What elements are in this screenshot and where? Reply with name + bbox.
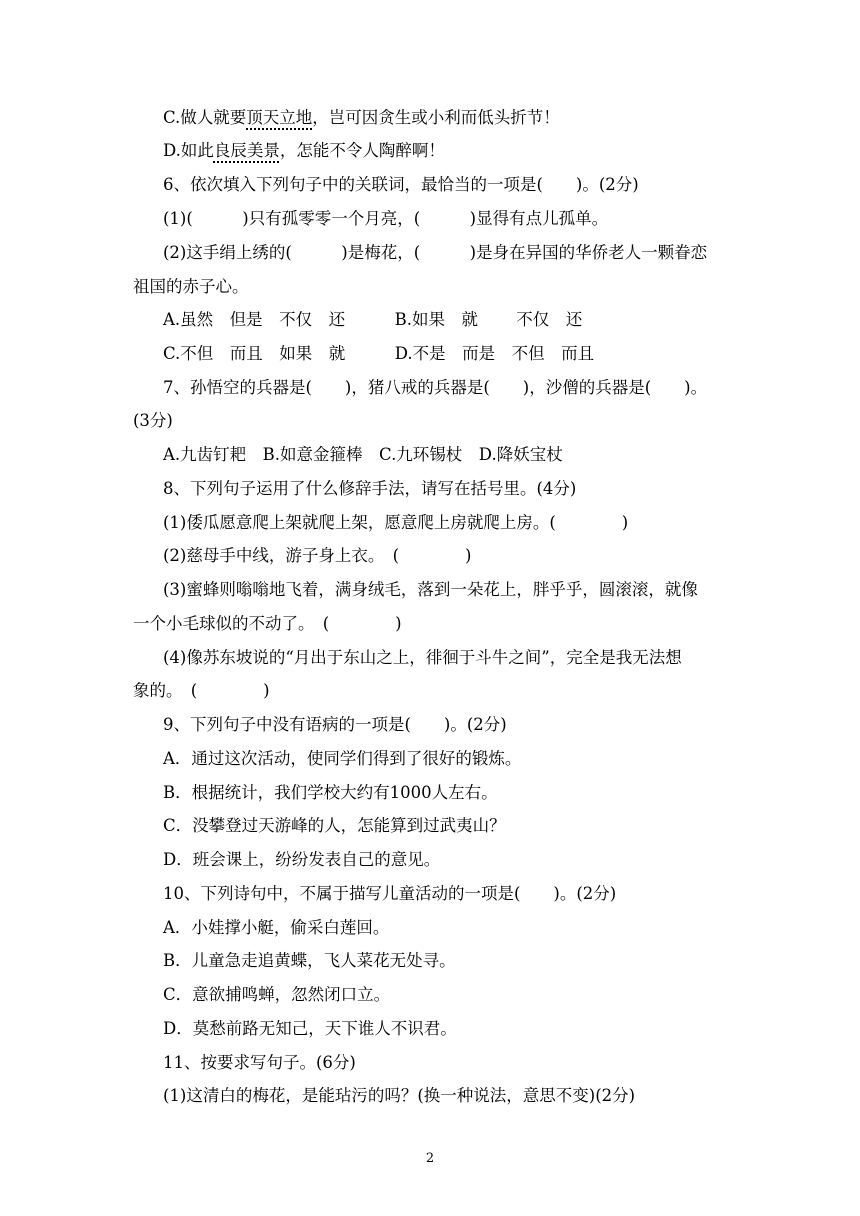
question-7-options: A.九齿钉耙 B.如意金箍棒 C.九环锡杖 D.降妖宝杖	[163, 445, 563, 464]
question-10-option-d: D．莫愁前路无知己，天下谁人不识君。	[163, 1019, 457, 1038]
dotted-emphasis-text: 顶天立地	[246, 108, 313, 127]
question-10-option-b: B．儿童急走追黄蝶，飞人菜花无处寻。	[163, 951, 456, 970]
question-8-item-4: (4)像苏东坡说的“月出于东山之上，徘徊于斗牛之间”，完全是我无法想	[163, 648, 682, 667]
question-11-item-1: (1)这清白的梅花，是能玷污的吗？(换一种说法，意思不变)(2分)	[163, 1086, 636, 1105]
question-7-stem: 7、孙悟空的兵器是( )，猪八戒的兵器是( )，沙僧的兵器是( )。	[163, 378, 708, 397]
question-8-item-1: (1)倭瓜愿意爬上架就爬上架，愿意爬上房就爬上房。( )	[163, 513, 629, 532]
question-6-sentence-2: (2)这手绢上绣的( )是梅花，( )是身在异国的华侨老人一颗眷恋	[163, 243, 708, 262]
question-9-option-d: D．班会课上，纷纷发表自己的意见。	[163, 850, 441, 869]
question-6-options-ab: A.虽然 但是 不仅 还 B.如果 就 不仅 还	[163, 310, 583, 329]
question-7-score: (3分)	[133, 411, 173, 430]
question-6-stem: 6、依次填入下列句子中的关联词，最恰当的一项是( )。(2分)	[163, 175, 639, 194]
question-6-options-cd: C.不但 而且 如果 就 D.不是 而是 不但 而且	[163, 344, 595, 363]
option-c-line: C.做人就要顶天立地，岂可因贪生或小利而低头折节！	[163, 108, 560, 127]
question-10-stem: 10、下列诗句中，不属于描写儿童活动的一项是( )。(2分)	[163, 884, 617, 903]
option-d-line: D.如此良辰美景，怎能不令人陶醉啊！	[163, 141, 445, 160]
question-6-sentence-2-cont: 祖国的赤子心。	[133, 277, 249, 296]
page-number: 2	[425, 1151, 435, 1166]
question-8-stem: 8、下列句子运用了什么修辞手法，请写在括号里。(4分)	[163, 479, 577, 498]
question-9-option-a: A．通过这次活动，使同学们得到了很好的锻炼。	[163, 749, 522, 768]
question-8-item-3-cont: 一个小毛球似的不动了。 ( )	[133, 614, 402, 633]
question-8-item-4-cont: 象的。 ( )	[133, 681, 270, 700]
question-8-item-3: (3)蜜蜂则嗡嗡地飞着，满身绒毛，落到一朵花上，胖乎乎，圆滚滚，就像	[163, 580, 698, 599]
question-10-option-a: A．小娃撑小艇，偷采白莲回。	[163, 918, 390, 937]
question-8-item-2: (2)慈母手中线，游子身上衣。 ( )	[163, 546, 472, 565]
question-11-stem: 11、按要求写句子。(6分)	[163, 1053, 356, 1072]
question-6-sentence-1: (1)( )只有孤零零一个月亮，( )显得有点儿孤单。	[163, 209, 609, 228]
question-10-option-c: C．意欲捕鸣蝉，忽然闭口立。	[163, 985, 391, 1004]
question-9-option-c: C．没攀登过天游峰的人，怎能算到过武夷山？	[163, 816, 506, 835]
question-9-option-b: B．根据统计，我们学校大约有1000人左右。	[163, 783, 498, 802]
dotted-emphasis-text: 良辰美景	[213, 141, 280, 160]
question-9-stem: 9、下列句子中没有语病的一项是( )。(2分)	[163, 715, 507, 734]
